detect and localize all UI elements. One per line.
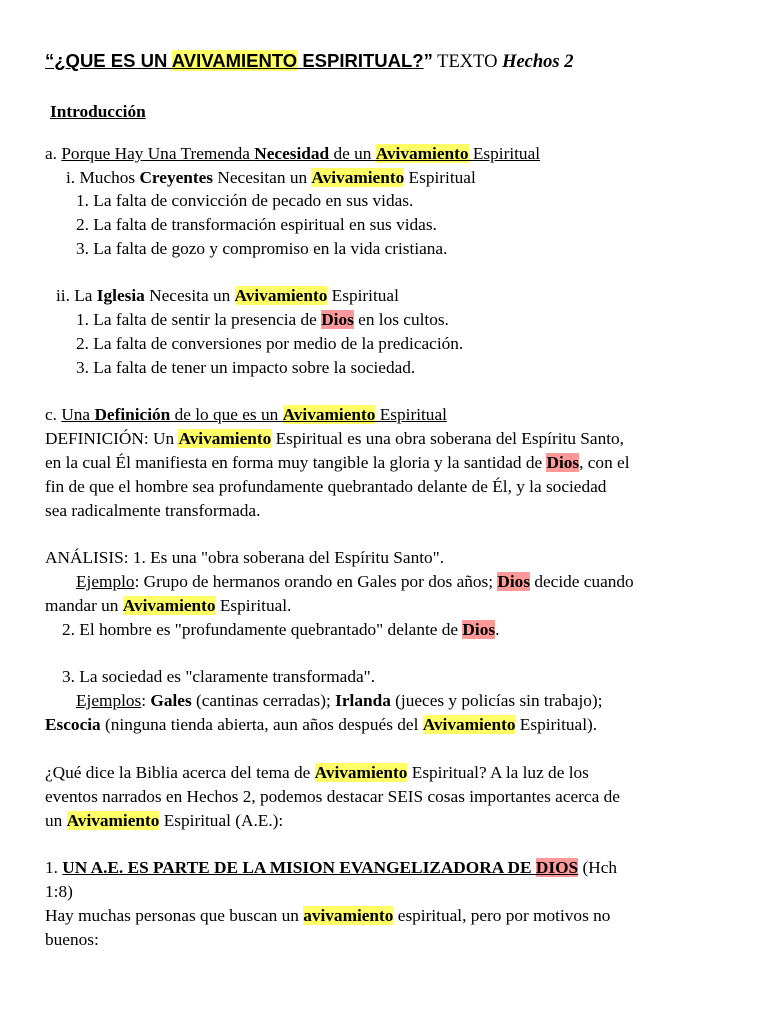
paragraph-line: ¿Qué dice la Biblia acerca del tema de Avivamiento Espiritual? A la luz de los (45, 763, 589, 782)
section-heading-introduccion: Introducción (50, 102, 146, 121)
definition-line: en la cual Él manifiesta en forma muy tangible la gloria y la santidad de Dios, con el (45, 453, 630, 472)
analysis-line: Ejemplo: Grupo de hermanos orando en Gales por dos años; Dios decide cuando (76, 572, 634, 591)
point-ii: ii. La Iglesia Necesita un Avivamiento Espiritual (56, 286, 399, 305)
section-heading-ref: 1:8) (45, 882, 73, 901)
point-a: a. Porque Hay Una Tremenda Necesidad de un Avivamiento Espiritual (45, 144, 541, 163)
analysis-line: mandar un Avivamiento Espiritual. (45, 596, 292, 615)
analysis-line: Escocia (ninguna tienda abierta, aun años después del Avivamiento Espiritual). (45, 715, 598, 734)
definition-line: DEFINICIÓN: Un Avivamiento Espiritual es una obra soberana del Espíritu Santo, (45, 429, 624, 448)
list-item: 1. La falta de sentir la presencia de Dios en los cultos. (76, 310, 449, 329)
definition-line: sea radicalmente transformada. (45, 501, 261, 520)
list-item: 1. La falta de convicción de pecado en sus vidas. (76, 191, 414, 210)
section-heading-point-1: 1. UN A.E. ES PARTE DE LA MISION EVANGELIZADORA DE DIOS (Hch (45, 858, 618, 877)
paragraph-line: un Avivamiento Espiritual (A.E.): (45, 811, 284, 830)
list-item: 3. La falta de tener un impacto sobre la sociedad. (76, 358, 416, 377)
definition-line: fin de que el hombre sea profundamente quebrantado delante de Él, y la sociedad (45, 477, 607, 496)
analysis-line: ANÁLISIS: 1. Es una "obra soberana del Espíritu Santo". (45, 548, 445, 567)
analysis-line: Ejemplos: Gales (cantinas cerradas); Irlanda (jueces y policías sin trabajo); (76, 691, 603, 710)
list-item: 3. La falta de gozo y compromiso en la vida cristiana. (76, 239, 448, 258)
list-item: 2. La falta de conversiones por medio de la predicación. (76, 334, 464, 353)
point-i: i. Muchos Creyentes Necesitan un Avivamiento Espiritual (66, 168, 476, 187)
list-item: 2. La falta de transformación espiritual en sus vidas. (76, 215, 437, 234)
document-title: “¿QUE ES UN AVIVAMIENTO ESPIRITUAL?” TEXTO Hechos 2 (45, 50, 574, 72)
paragraph-line: eventos narrados en Hechos 2, podemos destacar SEIS cosas importantes acerca de (45, 787, 620, 806)
analysis-line: 2. El hombre es "profundamente quebrantado" delante de Dios. (62, 620, 500, 639)
analysis-line: 3. La sociedad es "claramente transformada". (62, 667, 376, 686)
point-c: c. Una Definición de lo que es un Avivamiento Espiritual (45, 405, 447, 424)
paragraph-line: Hay muchas personas que buscan un avivamiento espiritual, pero por motivos no (45, 906, 611, 925)
paragraph-line: buenos: (45, 930, 99, 949)
